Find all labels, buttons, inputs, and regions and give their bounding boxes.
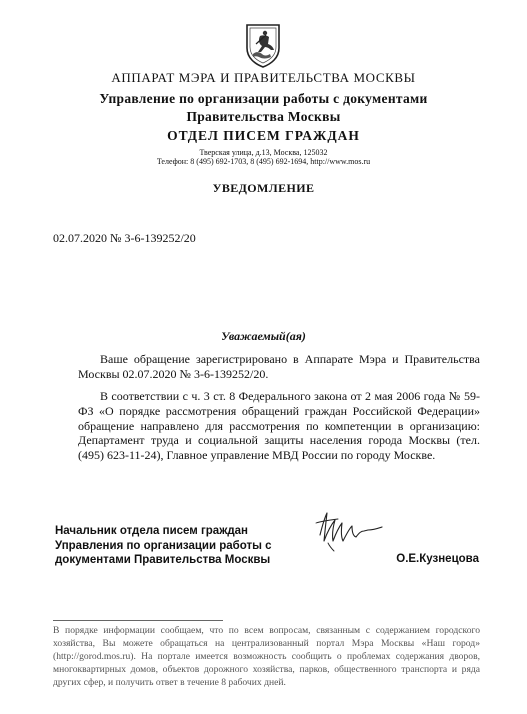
division-name: ОТДЕЛ ПИСЕМ ГРАЖДАН: [167, 128, 360, 143]
footnote-divider: [53, 620, 223, 621]
paragraph-referral: В соответствии с ч. 3 ст. 8 Федерального закона от 2 мая 2006 года № 59-ФЗ «О порядке рассмотрения обращений граждан Российской Федерации» обращение направлено для рассмотрения по компетенции в организацию: Департамент труда и социальной защиты населения города Москвы (тел. (495) 623-11-24), Главное управление МВД России по городу Москве.: [78, 389, 480, 463]
signatory-position-line3: документами Правительства Москвы: [55, 554, 271, 566]
footnote-text: В порядке информации сообщаем, что по всем вопросам, связанным с содержанием городского хозяйства, Вы можете обращаться на централизованный портал Мэра Москвы «Наш город» (http://gorod.mos.ru). На портале имеется возможность сообщить о проблемах содержания дворов, многоквартирных домов, объектов дорожного хозяйства, парков, общественного транспорта и ряда других сфер, и получить ответ в течение 8 рабочих дней.: [53, 625, 480, 688]
handwritten-signature: [312, 505, 388, 553]
contacts-line: Телефон: 8 (495) 692-1703, 8 (495) 692-1694, http://www.mos.ru: [156, 157, 371, 166]
signatory-position-line2: Управления по организации работы с: [55, 539, 272, 552]
org-title: АППАРАТ МЭРА И ПРАВИТЕЛЬСТВА МОСКВЫ: [111, 70, 416, 85]
department-name-line2: Правительства Москвы: [186, 109, 341, 124]
registration-number: 02.07.2020 № 3-6-139252/20: [53, 231, 196, 245]
document-title: УВЕДОМЛЕНИЕ: [212, 181, 315, 195]
moscow-coat-of-arms-icon: [244, 22, 282, 68]
signatory-position-line1: Начальник отдела писем граждан: [55, 525, 249, 537]
department-name-line1: Управление по организации работы с документами: [99, 91, 428, 106]
address-line: Тверская улица, д.13, Москва, 125032: [199, 148, 328, 157]
signatory-name: О.Е.Кузнецова: [396, 553, 479, 565]
paragraph-registration: Ваше обращение зарегистрировано в Аппарате Мэра и Правительства Москвы 02.07.2020 № 3-6-139252/20.: [78, 352, 480, 381]
signatory-position: [55, 524, 272, 568]
salutation: Уважаемый(ая): [221, 329, 306, 343]
